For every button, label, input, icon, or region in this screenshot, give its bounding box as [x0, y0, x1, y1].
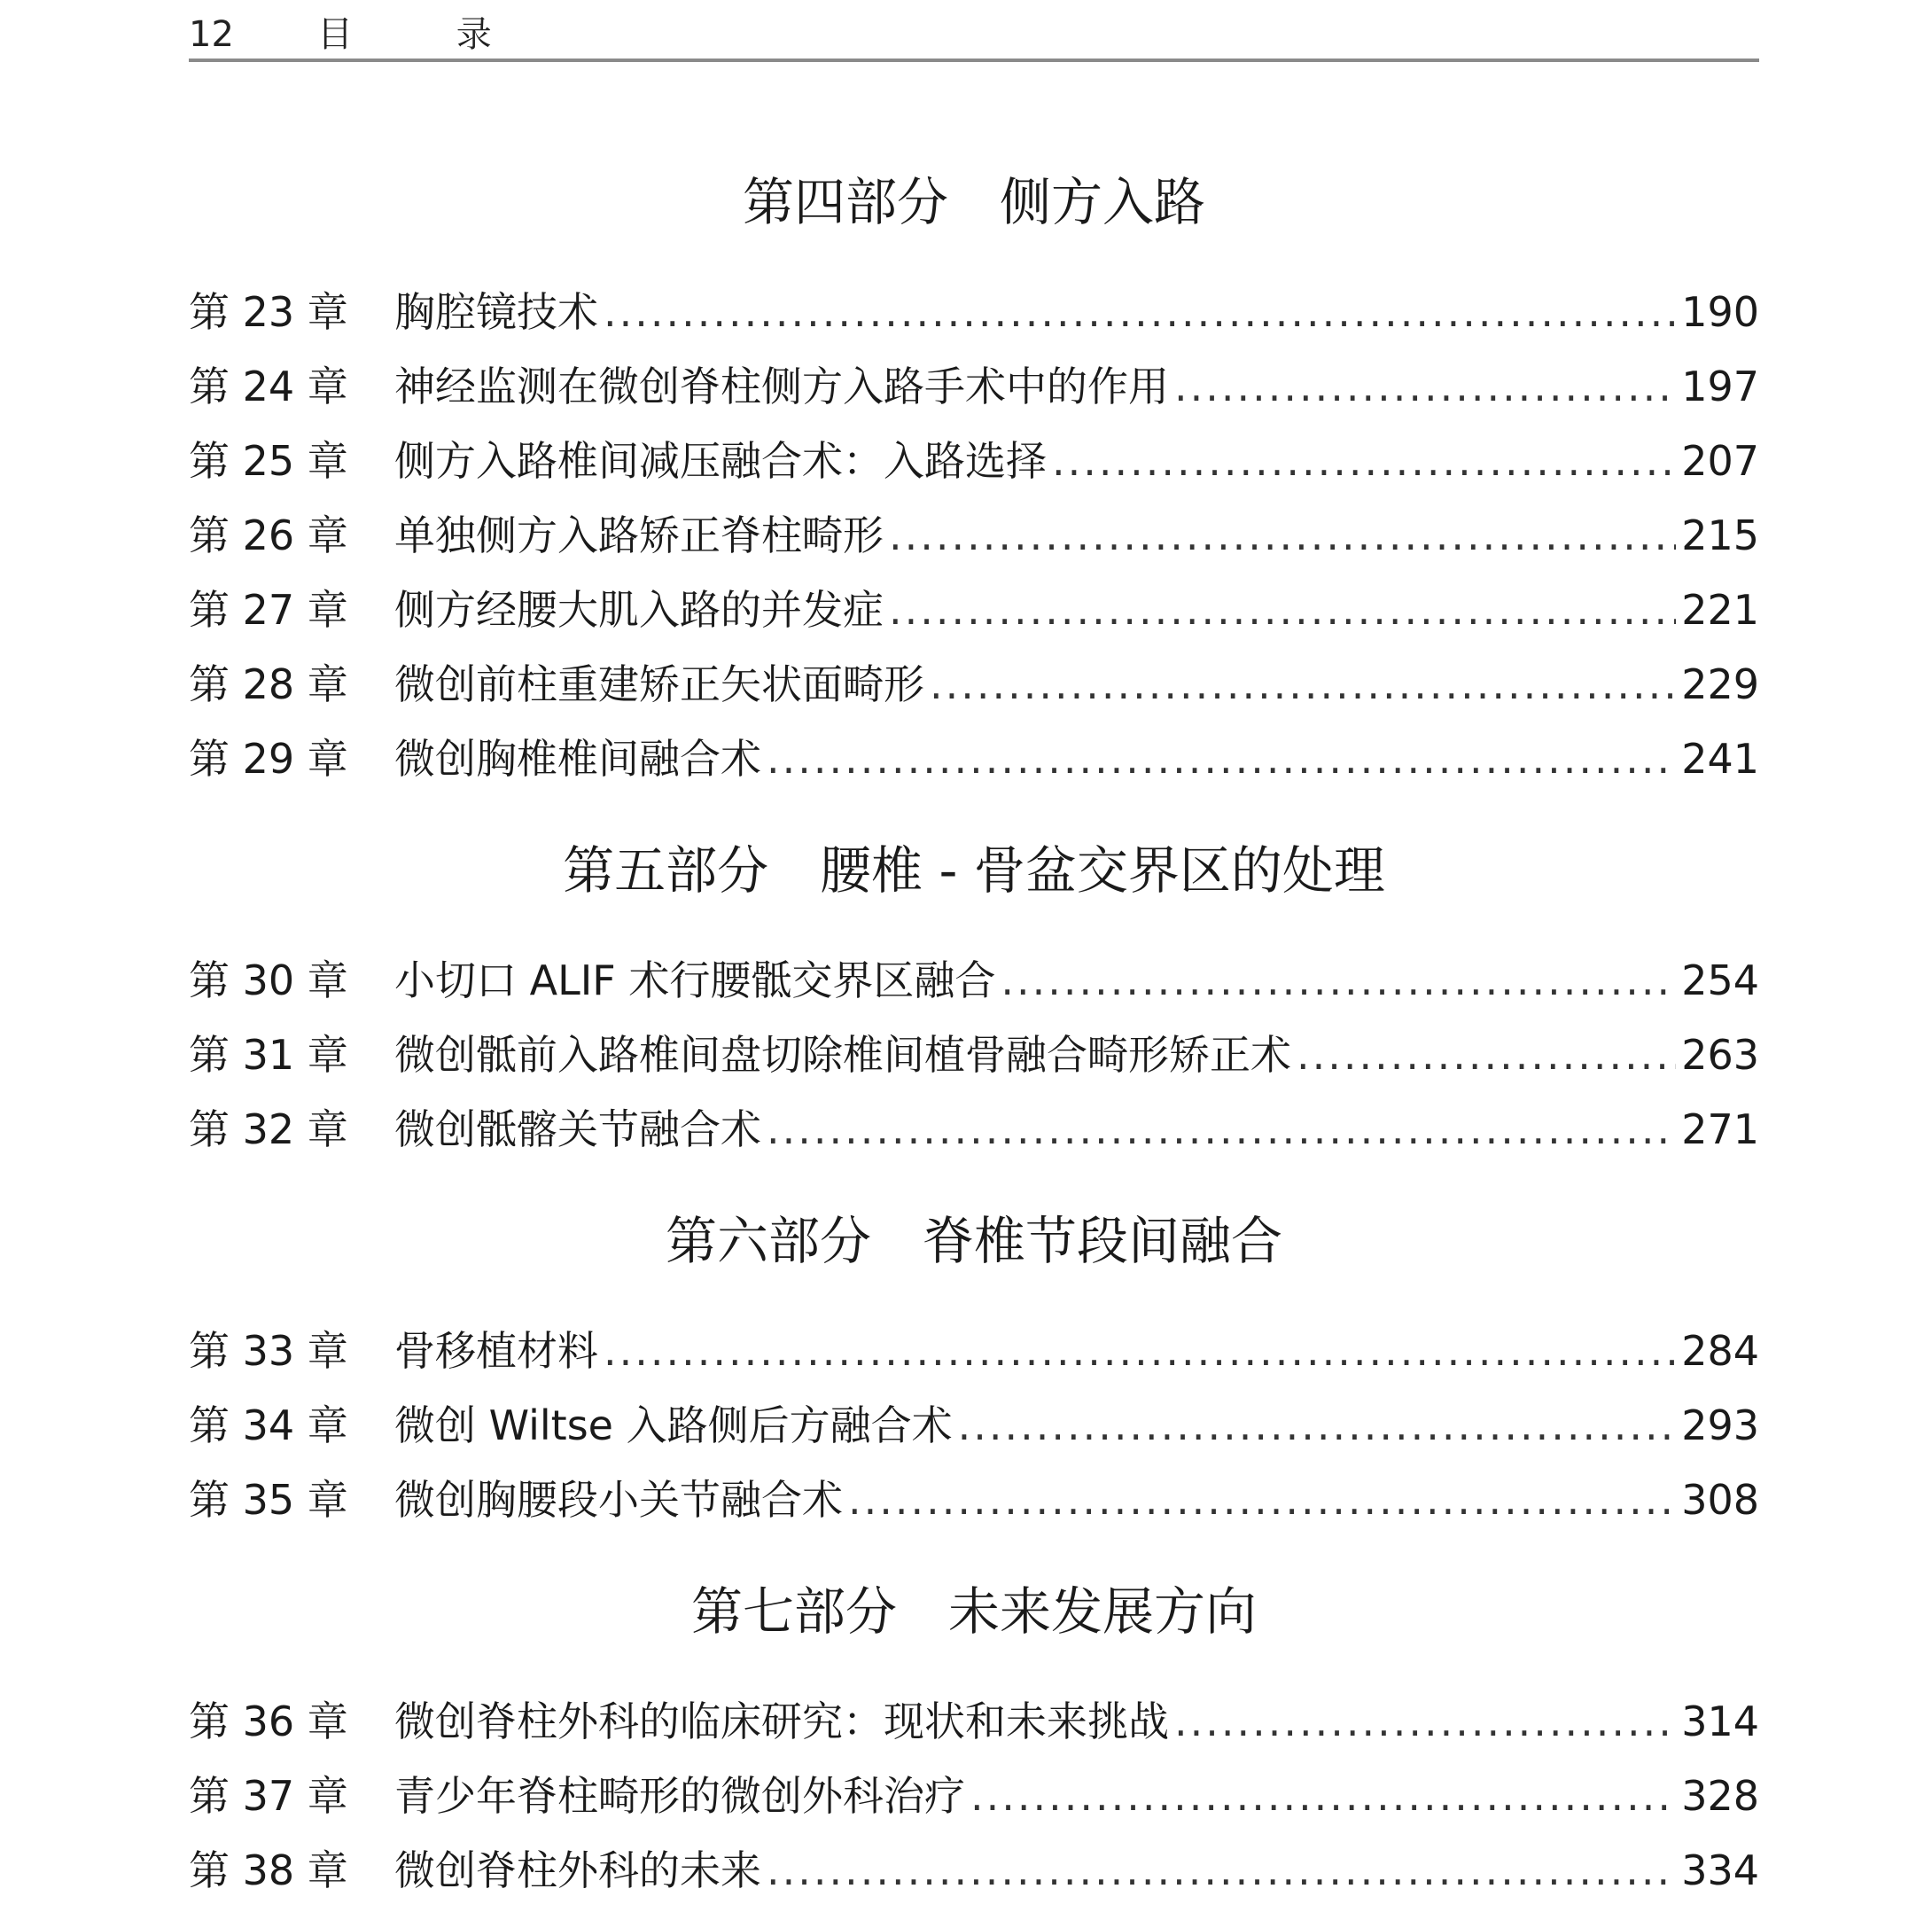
chapter-title: 微创前柱重建矫正矢状面畸形 [394, 660, 924, 708]
toc-entry[interactable] [189, 349, 1759, 424]
part-title: 第六部分 脊椎节段间融合 [665, 1211, 1282, 1271]
chapter-title: 小切口 ALIF 术行腰骶交界区融合 [394, 956, 996, 1004]
chapter-title: 微创胸椎椎间融合术 [394, 735, 761, 783]
dot-leader [889, 498, 1676, 573]
header-title: 目 录 [317, 14, 538, 55]
toc-entry[interactable] [189, 1092, 1759, 1167]
page-number: 12 [189, 14, 234, 55]
toc-entry[interactable] [189, 1833, 1759, 1908]
toc-entries [189, 275, 1759, 796]
toc-entry[interactable] [189, 424, 1759, 498]
chapter-title: 微创骶髂关节融合术 [394, 1105, 761, 1153]
chapter-number: 第 36 章 [189, 1698, 348, 1745]
chapter-number: 第 24 章 [189, 363, 348, 410]
dot-leader [889, 573, 1676, 647]
chapter-title: 胸腔镜技术 [394, 288, 598, 336]
chapter-number: 第 28 章 [189, 660, 348, 708]
part-section-6 [189, 1204, 1759, 1537]
dot-leader [604, 1314, 1676, 1388]
chapter-title: 微创骶前入路椎间盘切除椎间植骨融合畸形矫正术 [394, 1031, 1291, 1079]
toc-entry[interactable] [189, 1388, 1759, 1463]
dot-leader [767, 1833, 1676, 1908]
toc-entry[interactable] [189, 943, 1759, 1018]
toc-entry[interactable] [189, 722, 1759, 796]
page-ref: 221 [1681, 586, 1759, 634]
chapter-number: 第 30 章 [189, 956, 348, 1004]
toc-entry[interactable] [189, 1759, 1759, 1833]
dot-leader [848, 1463, 1676, 1537]
page-ref: 215 [1681, 511, 1759, 559]
toc-entry[interactable] [189, 1463, 1759, 1537]
toc-entry[interactable] [189, 573, 1759, 647]
toc-entry[interactable] [189, 1684, 1759, 1759]
part-section-7 [189, 1574, 1759, 1908]
page-ref: 241 [1681, 735, 1759, 783]
header-rule [189, 59, 1759, 62]
part-title: 第四部分 侧方入路 [742, 172, 1205, 232]
page-ref: 293 [1681, 1401, 1759, 1449]
part-section-5 [189, 833, 1759, 1167]
dot-leader [1174, 349, 1676, 424]
page-ref: 263 [1681, 1031, 1759, 1079]
page-ref: 229 [1681, 660, 1759, 708]
dot-leader [1297, 1018, 1676, 1092]
page-ref: 314 [1681, 1698, 1759, 1745]
part-title: 第五部分 腰椎 - 骨盆交界区的处理 [563, 840, 1385, 901]
toc-entry[interactable] [189, 1314, 1759, 1388]
page-ref: 254 [1681, 956, 1759, 1004]
dot-leader [604, 275, 1676, 349]
page-ref: 334 [1681, 1846, 1759, 1894]
dot-leader [767, 1092, 1676, 1167]
running-head [189, 7, 1757, 62]
chapter-number: 第 34 章 [189, 1401, 348, 1449]
chapter-title: 微创脊柱外科的未来 [394, 1846, 761, 1894]
toc-entry[interactable] [189, 1018, 1759, 1092]
dot-leader [970, 1759, 1676, 1833]
chapter-title: 骨移植材料 [394, 1327, 598, 1375]
chapter-number: 第 23 章 [189, 288, 348, 336]
page-ref: 308 [1681, 1476, 1759, 1524]
dot-leader [1001, 943, 1676, 1018]
page-ref: 284 [1681, 1327, 1759, 1375]
dot-leader [1052, 424, 1676, 498]
page-ref: 271 [1681, 1105, 1759, 1153]
part-section-4 [189, 165, 1759, 796]
dot-leader [958, 1388, 1677, 1463]
chapter-number: 第 31 章 [189, 1031, 348, 1079]
chapter-title: 青少年脊柱畸形的微创外科治疗 [394, 1772, 965, 1820]
page-ref: 197 [1681, 363, 1759, 410]
toc-entries [189, 1314, 1759, 1537]
dot-leader [767, 722, 1676, 796]
page-ref: 207 [1681, 437, 1759, 485]
chapter-number: 第 27 章 [189, 586, 348, 634]
chapter-number: 第 25 章 [189, 437, 348, 485]
toc-entries [189, 943, 1759, 1167]
page-ref: 190 [1681, 288, 1759, 336]
chapter-title: 侧方经腰大肌入路的并发症 [394, 586, 884, 634]
chapter-number: 第 37 章 [189, 1772, 348, 1820]
chapter-number: 第 38 章 [189, 1846, 348, 1894]
page-ref: 328 [1681, 1772, 1759, 1820]
toc-entry[interactable] [189, 275, 1759, 349]
chapter-title: 微创脊柱外科的临床研究：现状和未来挑战 [394, 1698, 1169, 1745]
chapter-number: 第 35 章 [189, 1476, 348, 1524]
chapter-number: 第 32 章 [189, 1105, 348, 1153]
part-title: 第七部分 未来发展方向 [690, 1581, 1257, 1642]
chapter-title: 神经监测在微创脊柱侧方入路手术中的作用 [394, 363, 1169, 410]
chapter-title: 微创 Wiltse 入路侧后方融合术 [394, 1401, 953, 1449]
toc-entry[interactable] [189, 498, 1759, 573]
chapter-number: 第 29 章 [189, 735, 348, 783]
toc-entries [189, 1684, 1759, 1908]
toc-entry[interactable] [189, 647, 1759, 722]
chapter-title: 侧方入路椎间减压融合术：入路选择 [394, 437, 1047, 485]
dot-leader [1174, 1684, 1676, 1759]
chapter-title: 单独侧方入路矫正脊柱畸形 [394, 511, 884, 559]
chapter-number: 第 33 章 [189, 1327, 348, 1375]
dot-leader [930, 647, 1676, 722]
chapter-title: 微创胸腰段小关节融合术 [394, 1476, 843, 1524]
chapter-number: 第 26 章 [189, 511, 348, 559]
